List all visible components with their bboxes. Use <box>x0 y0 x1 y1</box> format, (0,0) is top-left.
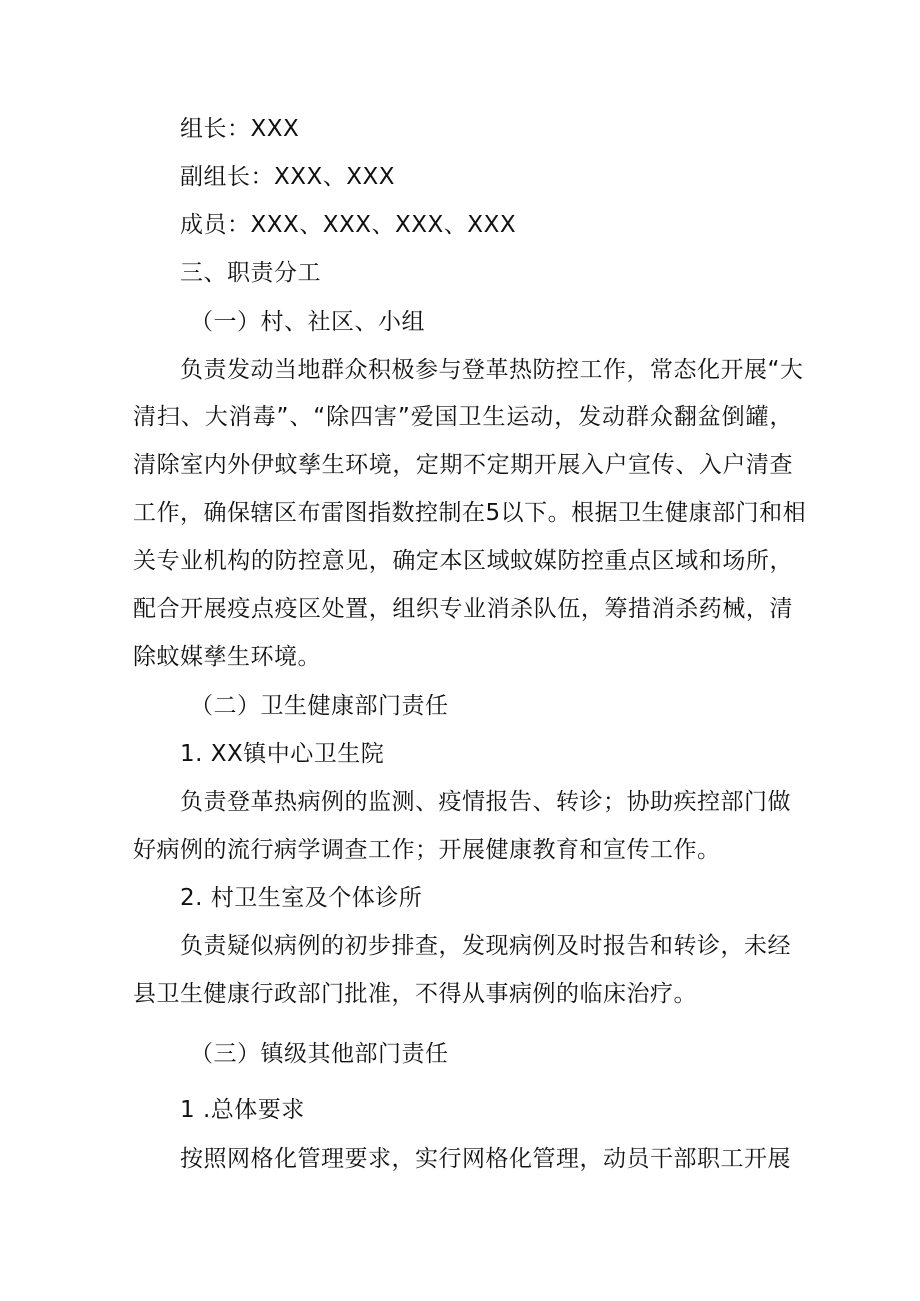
vice-leader-line: 副组长：XXX、XXX <box>180 164 396 190</box>
subsection-title: （三）镇级其他部门责任 <box>190 1041 449 1067</box>
paragraph-line: 关专业机构的防控意见，确定本区域蚊媒防控重点区域和场所， <box>133 548 793 574</box>
paragraph-line: 好病例的流行病学调查工作；开展健康教育和宣传工作。 <box>133 837 721 863</box>
item-title: 1. XX镇中心卫生院 <box>180 741 385 767</box>
paragraph-line: 工作，确保辖区布雷图指数控制在5以下。根据卫生健康部门和相 <box>133 500 807 526</box>
paragraph-line: 负责疑似病例的初步排查，发现病例及时报告和转诊，未经 <box>180 933 791 959</box>
item-title: 2. 村卫生室及个体诊所 <box>180 885 423 911</box>
subsection-title: （一）村、社区、小组 <box>190 309 425 335</box>
paragraph-line: 配合开展疫点疫区处置，组织专业消杀队伍，筹措消杀药械，清 <box>133 596 793 622</box>
item-title: 1 .总体要求 <box>180 1097 305 1123</box>
leader-line: 组长：XXX <box>180 116 300 142</box>
paragraph-line: 清除室内外伊蚊孳生环境，定期不定期开展入户宣传、入户清查 <box>133 452 793 478</box>
paragraph-line: 负责登革热病例的监测、疫情报告、转诊；协助疾控部门做 <box>180 789 791 815</box>
paragraph-line: 县卫生健康行政部门批准，不得从事病例的临床治疗。 <box>133 981 697 1007</box>
members-line: 成员：XXX、XXX、XXX、XXX <box>180 212 517 238</box>
subsection-title: （二）卫生健康部门责任 <box>190 693 449 719</box>
paragraph-line: 除蚊媒孳生环境。 <box>133 644 321 670</box>
paragraph-line: 按照网格化管理要求，实行网格化管理，动员干部职工开展 <box>180 1146 791 1172</box>
paragraph-line: 负责发动当地群众积极参与登革热防控工作，常态化开展“大 <box>180 357 804 383</box>
section-title: 三、职责分工 <box>180 260 321 286</box>
paragraph-line: 清扫、大消毒”、“除四害”爱国卫生运动，发动群众翻盆倒罐， <box>133 404 793 430</box>
